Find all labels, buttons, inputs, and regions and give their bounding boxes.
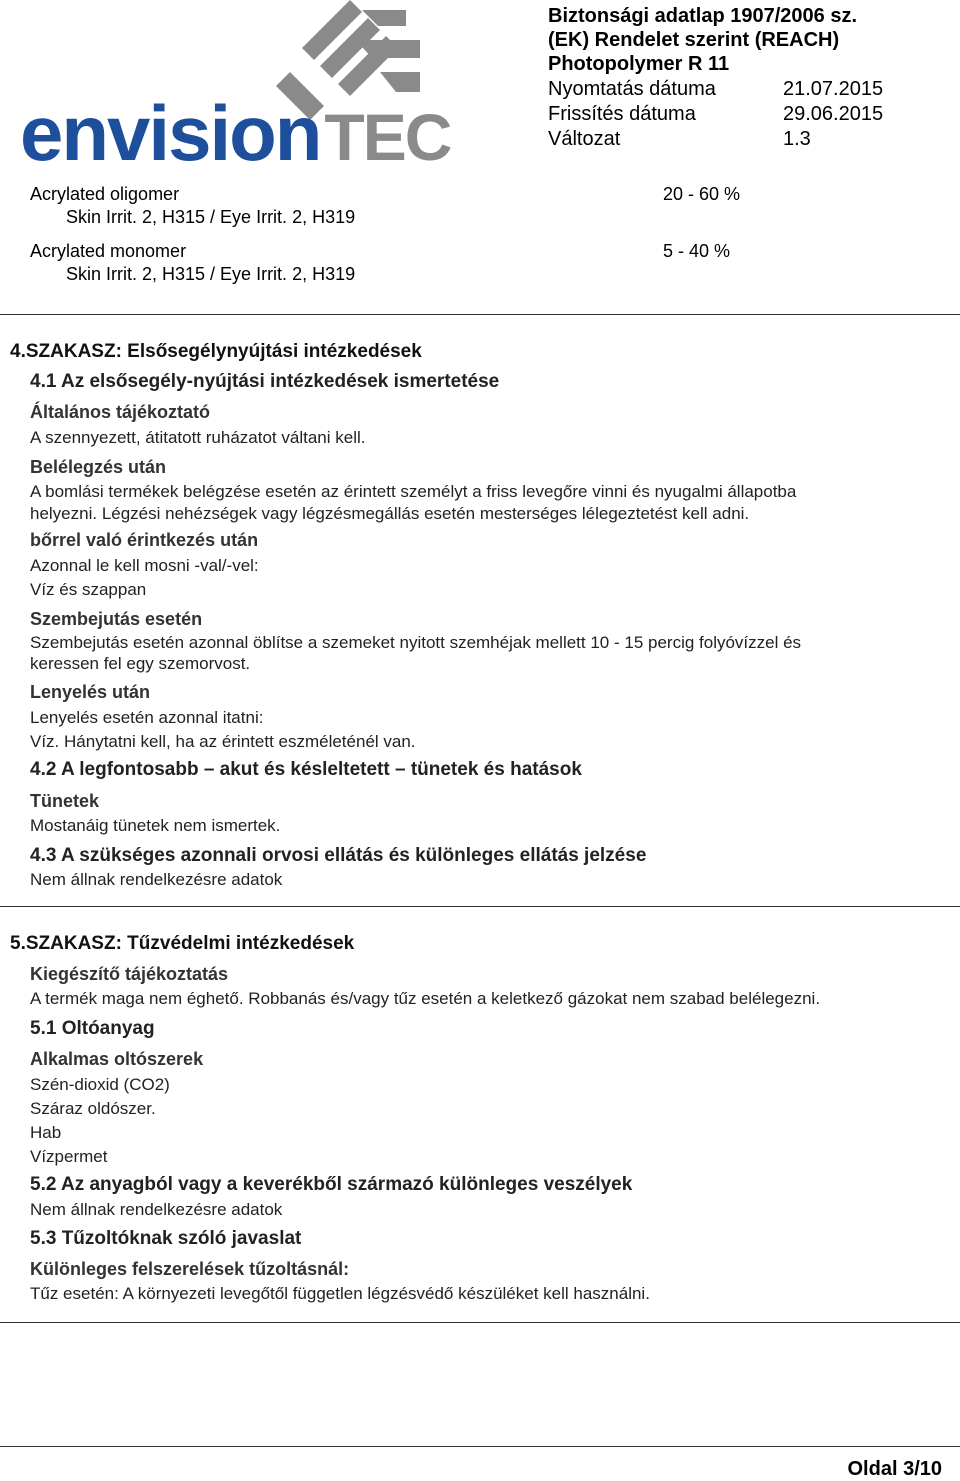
update-date-label: Frissítés dátuma xyxy=(548,103,696,125)
section-5-3-title: 5.3 Tűzoltóknak szóló javaslat xyxy=(30,1228,302,1249)
header-product-name: Photopolymer R 11 xyxy=(548,53,730,75)
extra-info-text: A termék maga nem éghető. Robbanás és/vagy tűz esetén a keletkező gázokat nem szabad belélegezni. xyxy=(30,989,821,1008)
section-divider xyxy=(0,906,960,907)
inhalation-text-line-2: helyezni. Légzési nehézségek vagy légzésmegállás esetén mesterséges lélegeztetést kell adni. xyxy=(30,504,750,523)
skin-contact-text-line-2: Víz és szappan xyxy=(30,580,147,599)
section-4-2-title: 4.2 A legfontosabb – akut és késleltetett – tünetek és hatások xyxy=(30,759,582,780)
extra-info-heading: Kiegészítő tájékoztatás xyxy=(30,964,229,984)
section-5-title: 5.SZAKASZ: Tűzvédelmi intézkedések xyxy=(10,933,355,954)
footer-divider xyxy=(0,1446,960,1447)
print-date-label: Nyomtatás dátuma xyxy=(548,78,716,100)
inhalation-text-line-1: A bomlási termékek belégzése esetén az érintett személyt a friss levegőre vinni és nyugalmi állapotba xyxy=(30,482,797,501)
skin-contact-text-line-1: Azonnal le kell mosni -val/-vel: xyxy=(30,556,259,575)
section-4-title: 4.SZAKASZ: Elsősegélynyújtási intézkedések xyxy=(10,341,422,362)
agent-item: Száraz oldószer. xyxy=(30,1099,156,1118)
section-divider xyxy=(0,314,960,315)
page-number: Oldal 3/10 xyxy=(847,1458,942,1480)
component-range-1: 20 - 60 % xyxy=(663,184,741,204)
ingestion-text-line-2: Víz. Hánytatni kell, ha az érintett eszméleténél van. xyxy=(30,732,416,751)
special-equipment-text: Tűz esetén: A környezeti levegőtől független légzésvédő készüléket kell használni. xyxy=(30,1284,650,1303)
version-label: Változat xyxy=(548,128,621,150)
component-hazards-1: Skin Irrit. 2, H315 / Eye Irrit. 2, H319 xyxy=(66,207,356,227)
component-name-1: Acrylated oligomer xyxy=(30,184,180,204)
eye-contact-text-line-1: Szembejutás esetén azonnal öblítse a szemeket nyitott szemhéjak mellett 10 - 15 percig folyóvízzel és xyxy=(30,633,802,652)
agent-item: Hab xyxy=(30,1123,62,1142)
component-range-2: 5 - 40 % xyxy=(663,241,731,261)
section-4-1-title: 4.1 Az elsősegély-nyújtási intézkedések ismertetése xyxy=(30,371,500,392)
inhalation-heading: Belélegzés után xyxy=(30,457,167,477)
logo-wordmark: envisionTEC xyxy=(20,89,451,172)
section-5-2-title: 5.2 Az anyagból vagy a keverékből származó különleges veszélyek xyxy=(30,1174,633,1195)
special-equipment-heading: Különleges felszerelések tűzoltásnál: xyxy=(30,1259,350,1279)
section-4-3-text: Nem állnak rendelkezésre adatok xyxy=(30,870,283,889)
header-title-line-1: Biztonsági adatlap 1907/2006 sz. xyxy=(548,5,858,27)
section-divider xyxy=(0,1322,960,1323)
header-title-line-2: (EK) Rendelet szerint (REACH) xyxy=(548,29,840,51)
agent-item: Szén-dioxid (CO2) xyxy=(30,1075,170,1094)
ingestion-text-line-1: Lenyelés esetén azonnal itatni: xyxy=(30,708,264,727)
skin-contact-heading: bőrrel való érintkezés után xyxy=(30,530,259,550)
general-info-text: A szennyezett, átitatott ruházatot váltani kell. xyxy=(30,428,366,447)
general-info-heading: Általános tájékoztató xyxy=(30,402,211,422)
component-name-2: Acrylated monomer xyxy=(30,241,187,261)
eye-contact-heading: Szembejutás esetén xyxy=(30,609,203,629)
agent-item: Vízpermet xyxy=(30,1147,108,1166)
ingestion-heading: Lenyelés után xyxy=(30,682,151,702)
version-value: 1.3 xyxy=(783,128,811,150)
extinguishing-agents-heading: Alkalmas oltószerek xyxy=(30,1049,204,1069)
company-logo xyxy=(20,0,480,172)
print-date-value: 21.07.2015 xyxy=(783,78,884,100)
logo-graphic xyxy=(20,0,480,172)
symptoms-heading: Tünetek xyxy=(30,791,100,811)
section-5-1-title: 5.1 Oltóanyag xyxy=(30,1018,155,1039)
section-4-3-title: 4.3 A szükséges azonnali orvosi ellátás és különleges ellátás jelzése xyxy=(30,845,647,866)
component-hazards-2: Skin Irrit. 2, H315 / Eye Irrit. 2, H319 xyxy=(66,264,356,284)
symptoms-text: Mostanáig tünetek nem ismertek. xyxy=(30,816,281,835)
eye-contact-text-line-2: keressen fel egy szemorvost. xyxy=(30,654,251,673)
update-date-value: 29.06.2015 xyxy=(783,103,884,125)
section-5-2-text: Nem állnak rendelkezésre adatok xyxy=(30,1200,283,1219)
